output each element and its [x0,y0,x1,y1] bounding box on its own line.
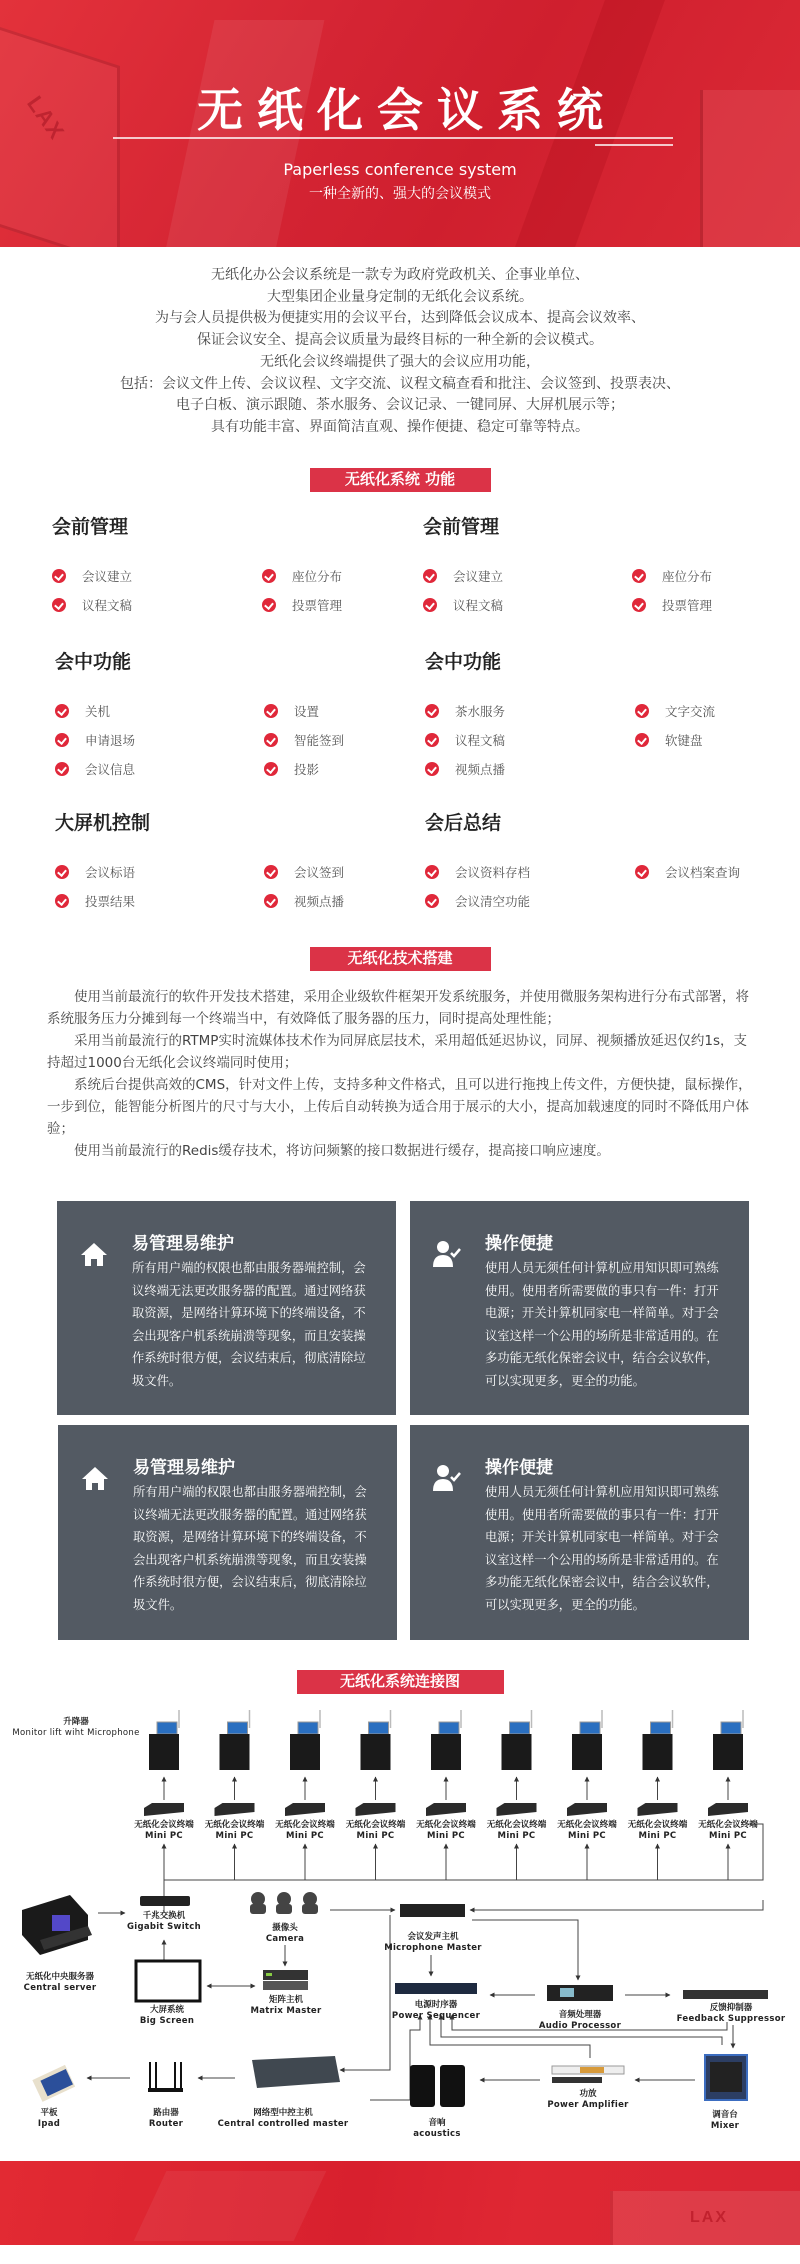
terminal-label-cn: 无纸化会议终端 [486,1820,547,1830]
terminal-label [628,1820,688,1842]
power-sequencer-label [392,2000,480,2022]
terminal-label-en: Mini PC [568,1831,606,1841]
feature-item [425,760,505,778]
intro-line: 具有功能丰富、界面简洁直观、操作便捷、稳定可靠等特点。 [211,418,589,435]
terminal-label-en: Mini PC [497,1831,536,1841]
feature-item-label: 会议清空功能 [455,894,531,909]
tech-paragraph: 采用当前最流行的RTMP实时流媒体技术作为同屏底层技术，采用超低延迟协议，同屏、视频播放延迟仅约1s，支持超过1000台无纸化会议终端同时使用； [47,1033,748,1071]
label-en: Feedback Suppressor [676,2014,786,2024]
diagram-title: 无纸化系统连接图 [297,1670,504,1694]
monitor-lift-body [502,1734,532,1770]
terminal-label-en: Mini PC [709,1831,747,1841]
feature-item-label: 智能签到 [294,733,345,748]
features-section-header [0,468,800,492]
terminal-label-cn: 无纸化会议终端 [345,1820,406,1830]
feature-item-label: 会议建立 [82,569,133,584]
feature-item-label: 投票结果 [85,894,136,909]
acoustics-label [413,2118,461,2140]
check-circle-icon [262,598,276,612]
feature-group-title: 会前管理 [52,516,129,538]
feature-item [425,863,530,881]
terminal-label-en: Mini PC [638,1831,677,1841]
feature-card-easy-maintenance [58,1425,397,1640]
speaker-image [410,2065,465,2107]
feature-item [632,596,712,614]
connection-diagram [0,1700,800,2155]
terminal-unit [356,1710,396,1880]
hero-subtitle-cn: 一种全新的、强大的会议模式 [309,186,491,202]
terminal-label-en: Mini PC [356,1831,395,1841]
footer-banner [0,2161,800,2245]
terminal-label [416,1820,476,1842]
label-en: Router [148,2119,184,2129]
label-en: Central controlled master [217,2119,349,2129]
big-screen-image [136,1961,200,2001]
camera-image [250,1892,318,1914]
check-circle-icon [264,894,278,908]
central-server-image [22,1895,92,1955]
label-cn: 会议发声主机 [407,1932,459,1942]
feature-item [264,892,344,910]
terminal-unit [638,1710,678,1880]
feature-item [55,892,135,910]
bus-to-mic-arrow [470,1900,763,1910]
feature-item [635,863,740,881]
feature-item [425,892,530,910]
feature-item-label: 会议标语 [85,865,136,880]
monitor-lift-body [220,1734,250,1770]
feature-item-label: 会议档案查询 [665,865,741,880]
terminal-label [346,1820,406,1842]
matrix-label [251,1995,322,2017]
check-circle-icon [52,598,66,612]
tech-paragraph: 使用当前最流行的Redis缓存技术，将访问频繁的接口数据进行缓存，提高接口响应速度。 [74,1143,610,1159]
intro-line: 电子白板、演示跟随、茶水服务、会议记录、一键同屏、大屏机展示等； [176,397,624,414]
card-title: 易管理易维护 [133,1458,235,1478]
check-circle-icon [262,569,276,583]
matrix-master-image [263,1970,308,1990]
check-circle-icon [425,894,439,908]
label-cn: 反馈抑制器 [709,2003,753,2013]
feature-item-label: 座位分布 [292,569,343,584]
hero-subtitle-en: Paperless conference system [283,160,517,179]
diagram-section-header [0,1670,800,1694]
intro-text [0,265,800,439]
label-en: acoustics [413,2129,461,2139]
label-en: Ipad [37,2119,61,2129]
feedback-suppressor-image [683,1990,768,1999]
audio-processor-label [539,2010,621,2032]
camera-label [266,1923,304,1945]
monitor-lift-body [149,1734,179,1770]
label-cn: 无纸化中央服务器 [25,1972,95,1982]
feature-card-easy-operation [410,1425,749,1640]
monitor-screen [157,1722,177,1734]
check-circle-icon [425,762,439,776]
label-cn: 音频处理器 [558,2010,602,2020]
user-check-icon [432,1463,462,1493]
audio-processor-image [547,1985,613,2001]
monitor-lift-body [361,1734,391,1770]
check-circle-icon [635,865,649,879]
monitor-lift-body [713,1734,743,1770]
terminal-label-en: Mini PC [286,1831,324,1841]
feature-item [264,731,344,749]
monitor-screen [721,1722,741,1734]
features-title: 无纸化系统 功能 [310,468,491,492]
terminal-label [487,1820,547,1842]
page-title: 无纸化会议系统 [197,83,617,137]
monitor-screen [228,1722,248,1734]
monitor-screen [580,1722,600,1734]
monitor-lift-body [572,1734,602,1770]
check-circle-icon [55,865,69,879]
mixer-label [711,2110,739,2132]
label-en: Microphone Master [384,1943,482,1953]
central-controlled-master-label [218,2108,349,2130]
terminal-unit [144,1710,184,1880]
feature-item-label: 会议资料存档 [455,865,531,880]
tech-paragraph: 使用当前最流行的软件开发技术搭建，采用企业级软件框架开发系统服务，并使用微服务架构进行分布式部署，将系统服务压力分摊到每一个终端当中，有效降低了服务器的压力，同时提高处理性能； [47,989,749,1027]
terminal-label-cn: 无纸化会议终端 [627,1820,688,1830]
ipad-label [38,2108,60,2130]
feature-item-label: 会议信息 [85,762,136,777]
brand-logo: LAX [22,91,70,145]
label-en: Big Screen [139,2016,195,2026]
feature-group-title: 会中功能 [55,651,132,673]
footer-bg-shape [134,2171,327,2241]
card-title: 操作便捷 [485,1458,553,1478]
card-text: 所有用户端的权限也都由服务器端控制，会议终端无法更改服务器的配置。通过网络获取资源，是网络计算环境下的终端设备，不会出现客户机系统崩溃等现象，而且安装操作系统时很方便，会议结束后，彻底清除垃圾文件。 [133,1485,367,1612]
check-circle-icon [635,733,649,747]
label-cn: 摄像头 [272,1923,298,1933]
feature-item [264,702,319,720]
label-cn: 路由器 [153,2108,179,2118]
feature-item [55,731,135,749]
terminal-label-cn: 无纸化会议终端 [557,1820,617,1830]
feature-item [632,567,712,585]
label-en: Power Sequencer [391,2011,481,2021]
feature-group-title: 会后总结 [425,812,502,834]
lift-label-cn: 升降器 [63,1717,89,1727]
intro-line: 包括：会议文件上传、会议议程、文字交流、议程文稿查看和批注、会议签到、投票表决、 [120,375,680,392]
monitor-screen [298,1722,318,1734]
terminal-label [698,1820,758,1842]
check-circle-icon [425,704,439,718]
intro-line: 无纸化办公会议系统是一款专为政府党政机关、企事业单位、 [211,267,589,283]
feature-item [425,702,505,720]
ipad-image [32,2065,75,2102]
microphone-master-image [400,1904,465,1917]
feature-item [425,731,505,749]
terminal-unit [285,1710,325,1880]
check-circle-icon [55,894,69,908]
home-icon [80,1463,110,1493]
central-server-label [24,1972,97,1994]
check-circle-icon [264,865,278,879]
feature-item-label: 视频点播 [294,894,345,909]
check-circle-icon [635,704,649,718]
mic-master-label [384,1932,482,1954]
feature-item-label: 议程文稿 [82,598,133,613]
terminal-label-en: Mini PC [427,1831,465,1841]
terminal-label-cn: 无纸化会议终端 [416,1820,476,1830]
monitor-screen [510,1722,530,1734]
mixer-image [705,2055,747,2100]
card-title: 易管理易维护 [132,1234,234,1254]
terminal-unit [567,1710,607,1880]
bus-to-central-arrow [340,1915,390,2070]
footer-logo: LAX [690,2209,728,2226]
terminal-unit [708,1710,748,1880]
mini-pc-image [497,1803,537,1816]
feature-item-label: 会议签到 [294,865,345,880]
label-en: Gigabit Switch [127,1922,201,1932]
terminal-label [557,1820,617,1842]
tech-section-header [0,947,800,971]
feature-item-label: 议程文稿 [455,733,506,748]
label-cn: 千兆交换机 [142,1911,186,1921]
feature-item [423,567,503,585]
check-circle-icon [55,733,69,747]
label-en: Central server [23,1983,97,1993]
mini-pc-image [356,1803,396,1816]
check-circle-icon [425,733,439,747]
check-circle-icon [264,704,278,718]
feature-item [264,863,344,881]
terminal-label [134,1820,194,1842]
terminal-label [205,1820,265,1842]
power-amplifier-label [547,2089,628,2111]
feature-card-easy-maintenance [57,1201,396,1415]
feature-group-title: 会中功能 [425,651,502,673]
feature-item [262,596,342,614]
check-circle-icon [423,569,437,583]
mini-pc-image [426,1803,466,1816]
feature-item-label: 议程文稿 [453,598,504,613]
router-label [149,2108,183,2130]
lift-label [12,1717,139,1739]
terminal-unit [426,1710,466,1880]
title-underline [113,137,673,139]
central-controlled-master-image [252,2056,340,2088]
mini-pc-image [215,1803,255,1816]
check-circle-icon [632,569,646,583]
router-image [148,2062,183,2090]
terminal-unit [215,1710,255,1880]
feature-item [55,702,110,720]
feature-item-label: 茶水服务 [455,704,506,719]
feature-item-label: 会议建立 [453,569,504,584]
card-text: 所有用户端的权限也都由服务器端控制，会议终端无法更改服务器的配置。通过网络获取资源，是网络计算环境下的终端设备，不会出现客户机系统崩溃等现象，而且安装操作系统时很方便，会议结束后，彻底清除垃圾文件。 [132,1261,366,1388]
feature-item-label: 关机 [85,704,111,719]
terminal-label-cn: 无纸化会议终端 [698,1820,758,1830]
feature-item [635,702,715,720]
mini-pc-image [708,1803,748,1816]
label-en: Audio Processor [538,2021,622,2031]
label-cn: 电源时序器 [414,2000,458,2010]
feature-item-label: 投票管理 [662,598,713,613]
feature-item-label: 申请退场 [85,733,136,748]
intro-line: 无纸化会议终端提供了强大的会议应用功能， [260,353,540,370]
check-circle-icon [55,704,69,718]
check-circle-icon [423,598,437,612]
diagram-canvas [0,1700,800,2155]
label-en: Power Amplifier [547,2100,629,2110]
check-circle-icon [264,762,278,776]
feature-item-label: 视频点播 [455,762,506,777]
label-cn: 平板 [40,2108,58,2118]
terminal-label-en: Mini PC [145,1831,183,1841]
feature-item-label: 软键盘 [665,733,703,748]
check-circle-icon [632,598,646,612]
feature-item-label: 文字交流 [665,704,716,719]
feature-card-easy-operation [410,1201,749,1415]
tech-paragraph: 系统后台提供高效的CMS，针对文件上传，支持多种文件格式，且可以进行拖拽上传文件，方便快捷，鼠标操作，一步到位，能智能分析图片的尺寸与大小，上传后自动转换为适合用于展示的大小，提高加载速度的同时不降低用户体验； [47,1077,752,1137]
terminal-label-en: Mini PC [215,1831,254,1841]
feature-group-title: 大屏机控制 [55,812,151,834]
label-cn: 音响 [428,2118,446,2128]
label-cn: 调音台 [712,2110,738,2120]
feature-item-label: 投票管理 [292,598,343,613]
intro-line: 为与会人员提供极为便捷实用的会议平台，达到降低会议成本、提高会议效率、 [155,310,645,327]
feature-item-label: 设置 [294,704,320,719]
user-check-icon [432,1239,462,1269]
terminal-unit [497,1710,537,1880]
check-circle-icon [425,865,439,879]
lift-label-en: Monitor lift wiht Microphone [12,1728,140,1738]
check-circle-icon [264,733,278,747]
feature-item [635,731,703,749]
label-cn: 功放 [579,2089,597,2099]
check-circle-icon [55,762,69,776]
label-en: Matrix Master [250,2006,322,2016]
feature-item-label: 座位分布 [662,569,713,584]
card-text: 使用人员无须任何计算机应用知识即可熟练使用。使用者所需要做的事只有一件：打开电源；开关计算机同家电一样简单。对于会议室这样一个公用的场所是非常适用的。在多功能无纸化保密会议中，结合会议软件，可以实现更多，更全的功能。 [485,1261,719,1388]
gigabit-switch-image [140,1896,190,1906]
monitor-lift-body [431,1734,461,1770]
card-text: 使用人员无须任何计算机应用知识即可熟练使用。使用者所需要做的事只有一件：打开电源；开关计算机同家电一样简单。对于会议室这样一个公用的场所是非常适用的。在多功能无纸化保密会议中，结合会议软件，可以实现更多，更全的功能。 [485,1485,719,1612]
terminal-label-cn: 无纸化会议终端 [204,1820,265,1830]
mini-pc-image [638,1803,678,1816]
title-underline-accent [595,144,673,146]
feature-group-title: 会前管理 [423,516,500,538]
feature-item [423,596,503,614]
monitor-screen [651,1722,671,1734]
mini-pc-image [144,1803,184,1816]
label-cn: 矩阵主机 [268,1995,304,2005]
mic-to-audio-arrow [472,1920,578,1980]
feature-item [262,567,342,585]
feature-item [55,760,135,778]
monitor-screen [369,1722,389,1734]
big-screen-label [140,2005,194,2027]
intro-line: 大型集团企业量身定制的无纸化会议系统。 [267,288,533,305]
monitor-screen [439,1722,459,1734]
label-cn: 大屏系统 [149,2005,184,2015]
terminal-label [275,1820,335,1842]
monitor-lift-body [643,1734,673,1770]
check-circle-icon [52,569,66,583]
feedback-suppressor-label [677,2003,786,2025]
terminal-label-cn: 无纸化会议终端 [275,1820,335,1830]
tech-title: 无纸化技术搭建 [310,947,491,971]
home-icon [79,1239,109,1269]
power-amplifier-image [552,2066,624,2083]
label-en: Camera [265,1934,305,1944]
switch-label [127,1911,201,1933]
monitor-lift-body [290,1734,320,1770]
feature-item-label: 投影 [294,762,320,777]
feature-item [52,567,132,585]
mini-pc-image [567,1803,607,1816]
label-en: Mixer [710,2121,740,2131]
tech-description [47,986,753,1162]
hero-banner [0,0,800,247]
mini-pc-image [285,1803,325,1816]
terminal-label-cn: 无纸化会议终端 [134,1820,194,1830]
feature-item [55,863,135,881]
label-cn: 网络型中控主机 [253,2108,313,2118]
card-title: 操作便捷 [485,1234,553,1254]
feature-item [52,596,132,614]
feature-item [264,760,319,778]
power-sequencer-image [395,1983,477,1994]
intro-line: 保证会议安全、提高会议质量为最终目标的一种全新的会议模式。 [197,332,603,349]
